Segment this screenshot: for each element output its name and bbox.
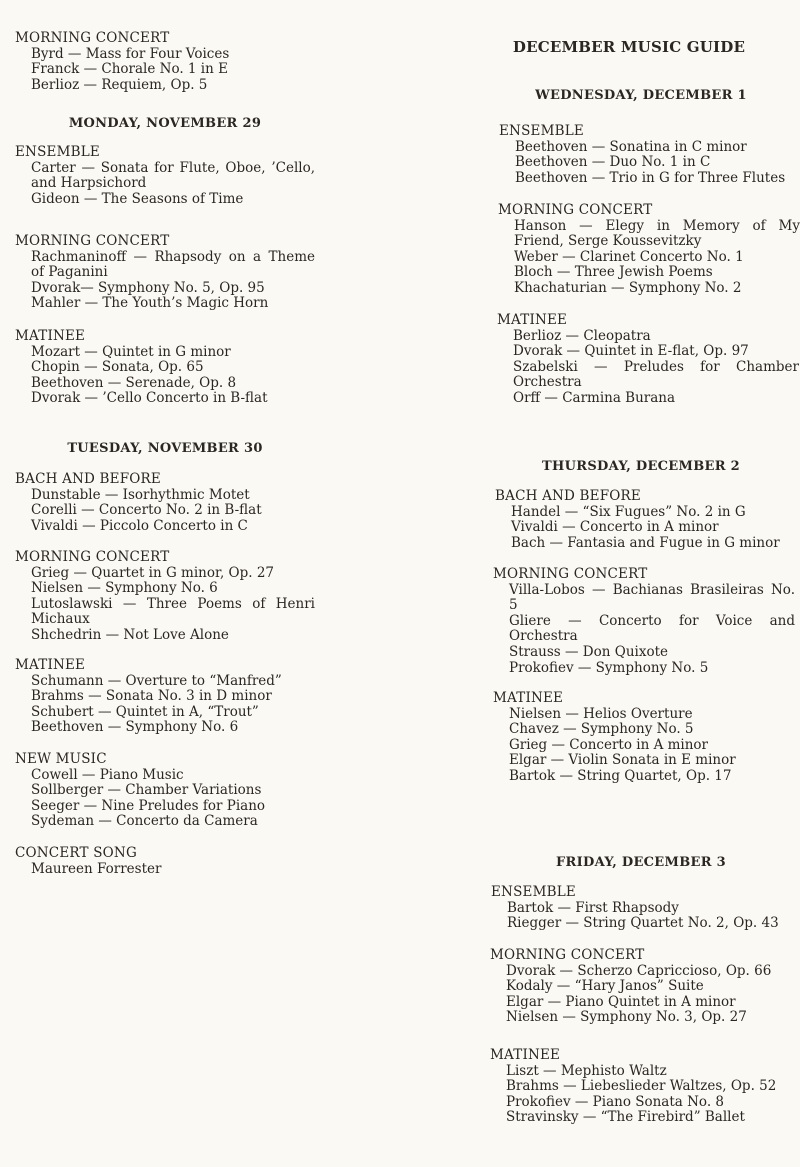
program-item: Seeger — Nine Preludes for Piano <box>31 797 266 814</box>
program-item: Beethoven — Trio in G for Three Flutes <box>515 169 786 186</box>
program-item: Prokofiev — Symphony No. 5 <box>509 659 709 676</box>
program-item: Bartok — String Quartet, Op. 17 <box>509 767 732 784</box>
section-title: CONCERT SONG <box>15 845 137 861</box>
program-list <box>495 505 797 552</box>
program-item: Gideon — The Seasons of Time <box>31 190 244 207</box>
program-item: Cowell — Piano Music <box>31 766 184 783</box>
program-section <box>493 567 795 676</box>
program-item: Schumann — Overture to “Manfred” <box>31 672 282 689</box>
day-heading: MONDAY, NOVEMBER 29 <box>68 116 262 131</box>
program-list <box>490 1064 792 1126</box>
program-list <box>493 583 795 677</box>
section-title: MATINEE <box>490 1047 561 1063</box>
program-section <box>15 752 315 830</box>
program-item: Bloch — Three Jewish Poems <box>514 264 713 281</box>
program-item: Dvorak— Symphony No. 5, Op. 95 <box>31 279 265 296</box>
program-section <box>15 31 315 93</box>
program-item: Khachaturian — Symphony No. 2 <box>514 279 742 296</box>
program-list <box>491 901 793 932</box>
program-section <box>15 472 315 534</box>
program-item: Handel — “Six Fugues” No. 2 in G <box>511 503 746 520</box>
section-title: MATINEE <box>497 312 568 328</box>
program-list <box>498 219 800 297</box>
program-item: Vivaldi — Concerto in A minor <box>511 519 719 536</box>
program-item: Dunstable — Isorhythmic Motet <box>31 486 250 503</box>
program-list <box>15 768 315 830</box>
program-list <box>15 566 315 644</box>
program-list <box>497 329 799 407</box>
program-item: Orff — Carmina Burana <box>513 389 676 406</box>
section-title: ENSEMBLE <box>15 144 100 160</box>
program-item: Riegger — String Quartet No. 2, Op. 43 <box>507 915 779 932</box>
program-section <box>15 234 315 312</box>
program-item: Chavez — Symphony No. 5 <box>509 721 694 738</box>
section-title: MATINEE <box>493 690 564 706</box>
program-item: Elgar — Piano Quintet in A minor <box>506 993 736 1010</box>
day-heading: THURSDAY, DECEMBER 2 <box>542 459 740 474</box>
program-item: Mahler — The Youth’s Magic Horn <box>31 295 269 312</box>
program-section <box>498 203 800 297</box>
section-title: MATINEE <box>15 657 86 673</box>
program-item: Chopin — Sonata, Op. 65 <box>31 359 204 376</box>
program-item: Byrd — Mass for Four Voices <box>31 45 230 62</box>
program-section <box>15 846 315 877</box>
program-item: Beethoven — Sonatina in C minor <box>515 138 747 155</box>
program-item: Szabelski — Preludes for Chamber Orchestra <box>513 358 799 391</box>
program-list <box>490 964 792 1026</box>
program-item: Bartok — First Rhapsody <box>507 899 679 916</box>
program-item: Maureen Forrester <box>31 860 162 877</box>
program-item: Prokofiev — Piano Sonata No. 8 <box>506 1093 724 1110</box>
program-item: Lutoslawski — Three Poems of Henri Michaux <box>31 595 315 628</box>
program-item: Liszt — Mephisto Waltz <box>506 1062 667 1079</box>
program-section <box>490 948 792 1026</box>
program-section <box>493 691 795 785</box>
program-list <box>15 161 315 208</box>
program-list <box>15 345 315 407</box>
program-item: Nielsen — Symphony No. 6 <box>31 580 218 597</box>
program-item: Grieg — Concerto in A minor <box>509 736 709 753</box>
program-item: Dvorak — Quintet in E-flat, Op. 97 <box>513 343 749 360</box>
program-item: Nielsen — Helios Overture <box>509 705 693 722</box>
section-title: ENSEMBLE <box>491 884 576 900</box>
program-section <box>15 145 315 207</box>
page-title: DECEMBER MUSIC GUIDE <box>512 38 746 56</box>
program-list <box>15 47 315 94</box>
section-title: BACH AND BEFORE <box>15 471 161 487</box>
section-title: BACH AND BEFORE <box>495 488 641 504</box>
program-section <box>15 550 315 644</box>
section-title: MORNING CONCERT <box>498 202 653 218</box>
program-list <box>15 862 315 878</box>
program-item: Schubert — Quintet in A, “Trout” <box>31 703 259 720</box>
program-item: Sollberger — Chamber Variations <box>31 782 262 799</box>
program-item: Corelli — Concerto No. 2 in B-flat <box>31 502 262 519</box>
section-title: ENSEMBLE <box>499 123 584 139</box>
program-item: Gliere — Concerto for Voice and Orchestra <box>509 612 795 645</box>
program-item: Weber — Clarinet Concerto No. 1 <box>514 248 744 265</box>
section-title: MORNING CONCERT <box>15 233 170 249</box>
program-list <box>15 674 315 736</box>
program-item: Vivaldi — Piccolo Concerto in C <box>31 517 248 534</box>
program-item: Carter — Sonata for Flute, Oboe, ’Cello, and Harpsichord <box>31 159 315 192</box>
program-section <box>497 313 799 407</box>
program-section <box>15 658 315 736</box>
program-item: Grieg — Quartet in G minor, Op. 27 <box>31 564 275 581</box>
program-item: Strauss — Don Quixote <box>509 643 668 660</box>
program-item: Dvorak — ’Cello Concerto in B-flat <box>31 390 268 407</box>
section-title: NEW MUSIC <box>15 751 107 767</box>
program-list <box>15 250 315 312</box>
day-heading: TUESDAY, NOVEMBER 30 <box>67 441 263 456</box>
day-heading: WEDNESDAY, DECEMBER 1 <box>535 88 747 103</box>
program-section <box>499 124 800 186</box>
section-title: MORNING CONCERT <box>490 947 645 963</box>
program-item: Hanson — Elegy in Memory of My Friend, Serge Koussevitzky <box>514 217 800 250</box>
section-title: MORNING CONCERT <box>15 549 170 565</box>
program-item: Bach — Fantasia and Fugue in G minor <box>511 534 780 551</box>
section-title: MATINEE <box>15 328 86 344</box>
program-section <box>491 885 793 932</box>
program-list <box>15 488 315 535</box>
program-item: Berlioz — Requiem, Op. 5 <box>31 76 208 93</box>
program-section <box>495 489 797 551</box>
program-item: Mozart — Quintet in G minor <box>31 343 231 360</box>
program-item: Brahms — Liebeslieder Waltzes, Op. 52 <box>506 1078 777 1095</box>
program-item: Franck — Chorale No. 1 in E <box>31 61 228 78</box>
program-item: Rachmaninoff — Rhapsody on a Theme of Paganini <box>31 248 315 281</box>
program-item: Beethoven — Symphony No. 6 <box>31 719 239 736</box>
program-section <box>15 329 315 407</box>
program-item: Berlioz — Cleopatra <box>513 327 651 344</box>
program-item: Stravinsky — “The Firebird” Ballet <box>506 1109 745 1126</box>
program-list <box>499 140 800 187</box>
program-item: Sydeman — Concerto da Camera <box>31 813 258 830</box>
program-item: Shchedrin — Not Love Alone <box>31 626 229 643</box>
section-title: MORNING CONCERT <box>493 566 648 582</box>
program-list <box>493 707 795 785</box>
program-item: Brahms — Sonata No. 3 in D minor <box>31 688 272 705</box>
program-section <box>490 1048 792 1126</box>
program-item: Nielsen — Symphony No. 3, Op. 27 <box>506 1009 747 1026</box>
program-item: Villa-Lobos — Bachianas Brasileiras No. 5 <box>509 581 795 614</box>
program-item: Beethoven — Duo No. 1 in C <box>515 154 711 171</box>
program-item: Elgar — Violin Sonata in E minor <box>509 752 736 769</box>
program-item: Kodaly — “Hary Janos” Suite <box>506 978 704 995</box>
section-title: MORNING CONCERT <box>15 30 170 46</box>
program-item: Beethoven — Serenade, Op. 8 <box>31 374 237 391</box>
day-heading: FRIDAY, DECEMBER 3 <box>556 855 726 870</box>
program-item: Dvorak — Scherzo Capriccioso, Op. 66 <box>506 962 772 979</box>
